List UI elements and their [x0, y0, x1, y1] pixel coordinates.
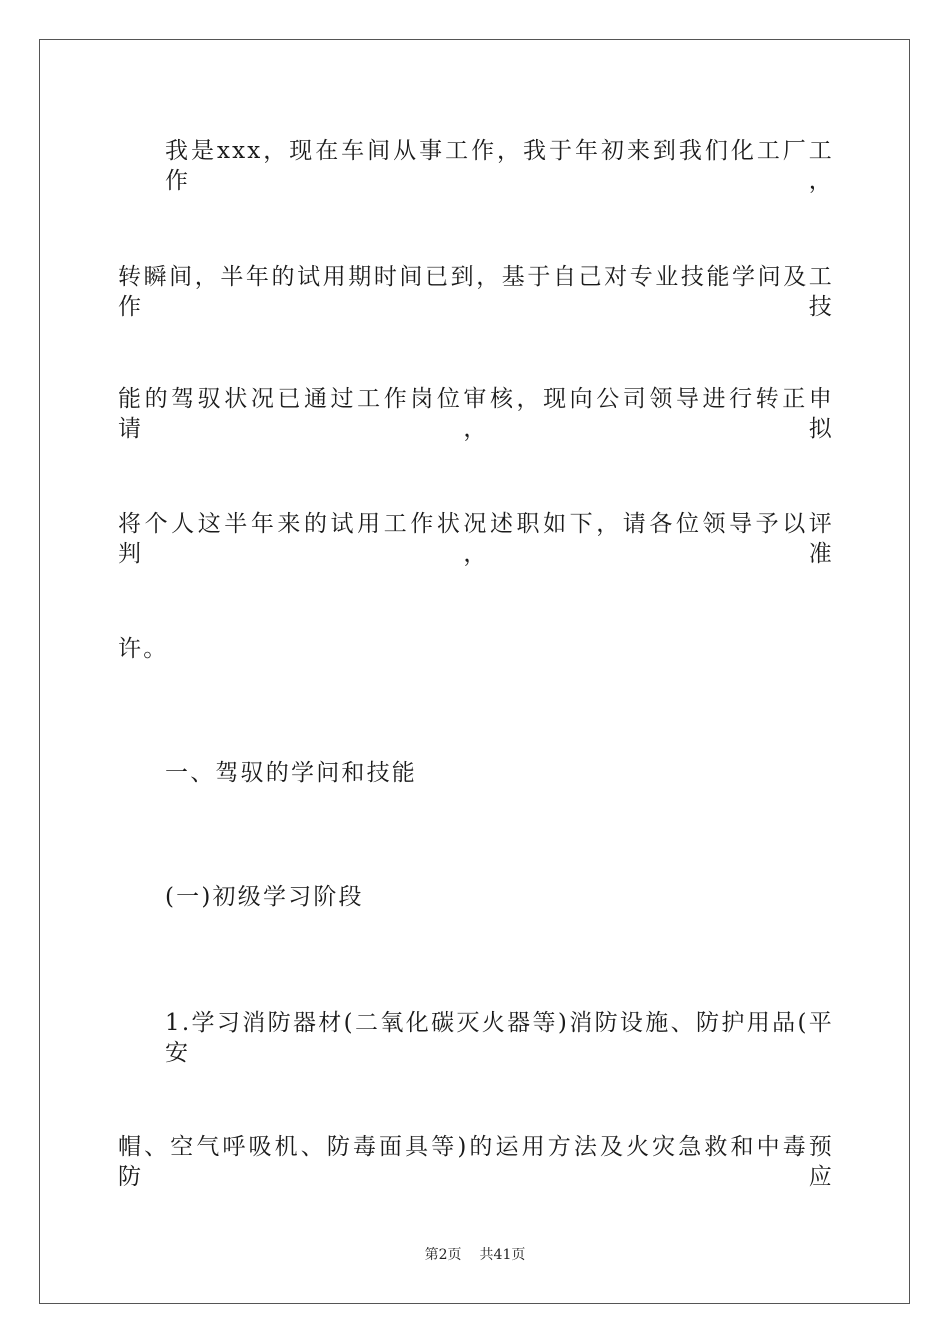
paragraph-line-7: 帽、空气呼吸机、防毒面具等)的运用方法及火灾急救和中毒预防应 [118, 1134, 834, 1190]
paragraph-line-1: 我是xxx，现在车间从事工作，我于年初来到我们化工厂工作， [165, 138, 834, 194]
page-footer [0, 1246, 950, 1264]
subsection-heading: (一)初级学习阶段 [165, 884, 364, 910]
page-border [39, 39, 910, 1304]
page-number: 第2页 [424, 1247, 462, 1263]
paragraph-line-5: 许。 [118, 636, 169, 662]
paragraph-line-2: 转瞬间，半年的试用期时间已到，基于自己对专业技能学问及工作技 [118, 264, 834, 320]
paragraph-line-4: 将个人这半年来的试用工作状况述职如下，请各位领导予以评判，准 [118, 511, 834, 567]
section-heading: 一、驾驭的学问和技能 [165, 760, 417, 786]
paragraph-line-3: 能的驾驭状况已通过工作岗位审核，现向公司领导进行转正申请，拟 [118, 386, 834, 442]
paragraph-line-6: 1.学习消防器材(二氧化碳灭火器等)消防设施、防护用品(平安 [165, 1010, 834, 1066]
page-total: 共41页 [479, 1247, 526, 1263]
